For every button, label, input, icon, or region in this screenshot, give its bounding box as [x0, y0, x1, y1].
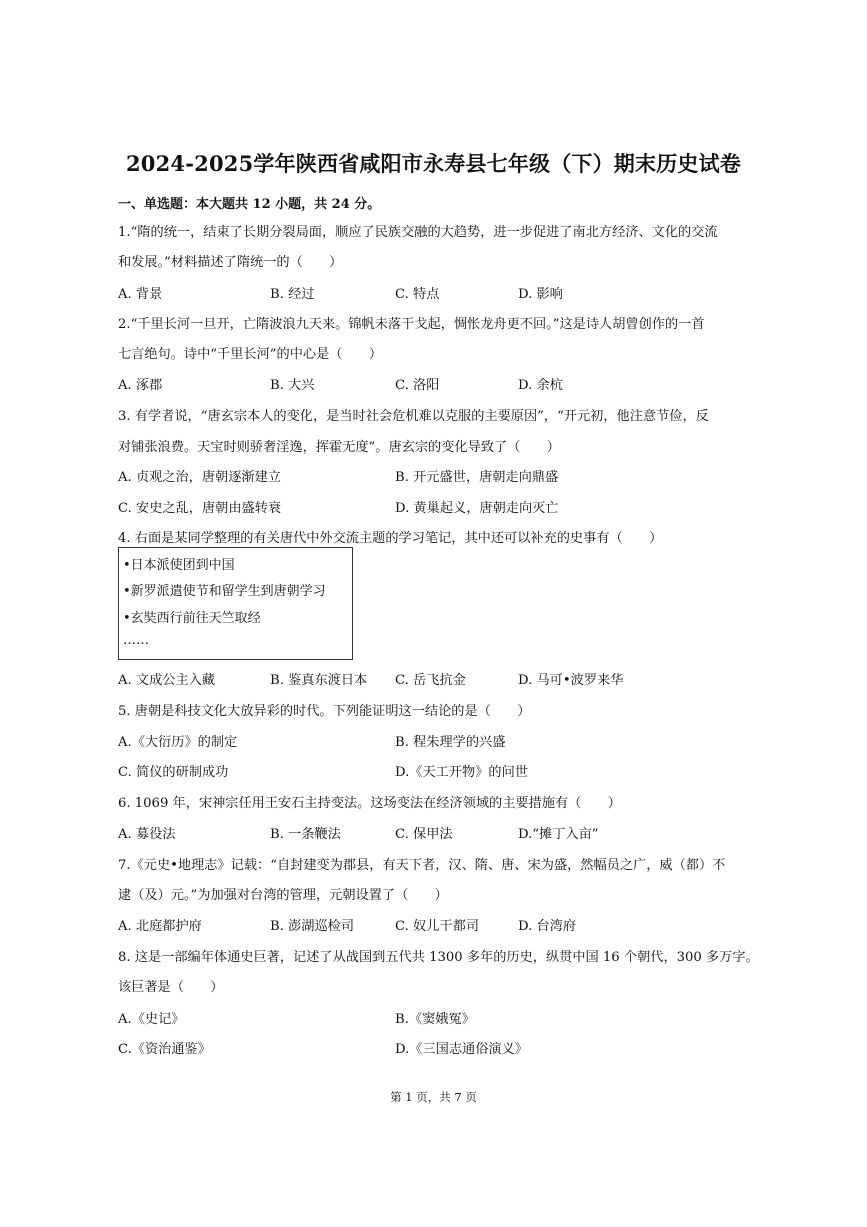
question-7-option-c: C. 奴儿干都司 — [395, 919, 479, 934]
question-1-line-2: 和发展。”材料描述了隋统一的（ ） — [118, 255, 343, 270]
question-3-line-1: 3. 有学者说，“唐玄宗本人的变化，是当时社会危机难以克服的主要原因”，“开元初，他注意节俭，反 — [118, 409, 709, 424]
question-4-option-d: D. 马可•波罗来华 — [518, 673, 624, 688]
question-4-option-c: C. 岳飞抗金 — [395, 673, 466, 688]
question-4-line-1: 4. 右面是某同学整理的有关唐代中外交流主题的学习笔记，其中还可以补充的史事有（ ） — [118, 531, 663, 546]
question-1-line-1: 1.“隋的统一，结束了长期分裂局面，顺应了民族交融的大趋势，进一步促进了南北方经济、文化的交流 — [118, 225, 718, 240]
question-2-option-c: C. 洛阳 — [395, 378, 440, 393]
question-4-option-b: B. 鉴真东渡日本 — [270, 673, 368, 688]
question-7-line-2: 逮（及）元。”为加强对台湾的管理，元朝设置了（ ） — [118, 888, 448, 903]
question-4-option-a: A. 文成公主入藏 — [118, 673, 216, 688]
question-5-line-1: 5. 唐朝是科技文化大放异彩的时代。下列能证明这一结论的是（ ） — [118, 704, 531, 719]
question-7-option-b: B. 澎湖巡检司 — [270, 919, 355, 934]
note-item: •新罗派遣使节和留学生到唐朝学习 — [123, 584, 326, 599]
question-1-option-a: A. 背景 — [118, 287, 163, 302]
question-7-line-1: 7.《元史•地理志》记载：“自封建变为郡县，有天下者，汉、隋、唐、宋为盛，然幅员之广，威（都）不 — [118, 858, 726, 873]
question-6-line-1: 6. 1069 年，宋神宗任用王安石主持变法。这场变法在经济领域的主要措施有（ ） — [118, 796, 621, 811]
question-1-option-b: B. 经过 — [270, 287, 315, 302]
question-6-option-b: B. 一条鞭法 — [270, 827, 341, 842]
question-8-option-d: D.《三国志通俗演义》 — [395, 1042, 528, 1057]
question-5-option-a: A.《大衍历》的制定 — [118, 735, 238, 750]
question-3-option-d: D. 黄巢起义，唐朝走向灭亡 — [395, 501, 559, 516]
question-3-option-a: A. 贞观之治，唐朝逐渐建立 — [118, 470, 281, 485]
page-footer: 第 1 页，共 7 页 — [390, 1090, 477, 1104]
question-3-option-c: C. 安史之乱，唐朝由盛转衰 — [118, 501, 282, 516]
question-3-line-2: 对铺张浪费。天宝时则骄奢淫逸，挥霍无度”。唐玄宗的变化导致了（ ） — [118, 440, 560, 455]
question-2-line-1: 2.“千里长河一旦开，亡隋波浪九天来。锦帆未落干戈起，惆怅龙舟更不回。”这是诗人胡曾创作的一首 — [118, 317, 705, 332]
question-8-option-b: B.《窦娥冤》 — [395, 1012, 475, 1027]
note-item: …… — [123, 633, 149, 648]
question-8-option-c: C.《资治通鉴》 — [118, 1042, 211, 1057]
question-5-option-c: C. 简仪的研制成功 — [118, 765, 229, 780]
question-2-option-b: B. 大兴 — [270, 378, 315, 393]
question-6-option-c: C. 保甲法 — [395, 827, 453, 842]
section-heading: 一、单选题：本大题共 12 小题，共 24 分。 — [118, 197, 381, 212]
question-3-option-b: B. 开元盛世，唐朝走向鼎盛 — [395, 470, 559, 485]
question-8-option-a: A.《史记》 — [118, 1012, 185, 1027]
question-2-option-a: A. 涿郡 — [118, 378, 163, 393]
question-2-line-2: 七言绝句。诗中“千里长河”的中心是（ ） — [118, 347, 383, 362]
question-5-option-d: D.《天工开物》的问世 — [395, 765, 528, 780]
exam-title: 2024-2025学年陕西省咸阳市永寿县七年级（下）期末历史试卷 — [125, 151, 741, 176]
question-8-line-1: 8. 这是一部编年体通史巨著，记述了从战国到五代共 1300 多年的历史，纵贯中国 16 个朝代，300 多万字。 — [118, 950, 759, 965]
question-6-option-d: D.“摊丁入亩” — [518, 827, 599, 842]
study-notes-box — [118, 547, 353, 660]
note-item: •日本派使团到中国 — [123, 558, 235, 573]
question-2-option-d: D. 余杭 — [518, 378, 563, 393]
question-6-option-a: A. 募役法 — [118, 827, 176, 842]
question-7-option-a: A. 北庭都护府 — [118, 919, 202, 934]
question-5-option-b: B. 程朱理学的兴盛 — [395, 735, 506, 750]
question-1-option-d: D. 影响 — [518, 287, 563, 302]
note-item: •玄奘西行前往天竺取经 — [123, 611, 261, 626]
question-8-line-2: 该巨著是（ ） — [118, 980, 224, 995]
question-7-option-d: D. 台湾府 — [518, 919, 577, 934]
question-1-option-c: C. 特点 — [395, 287, 440, 302]
